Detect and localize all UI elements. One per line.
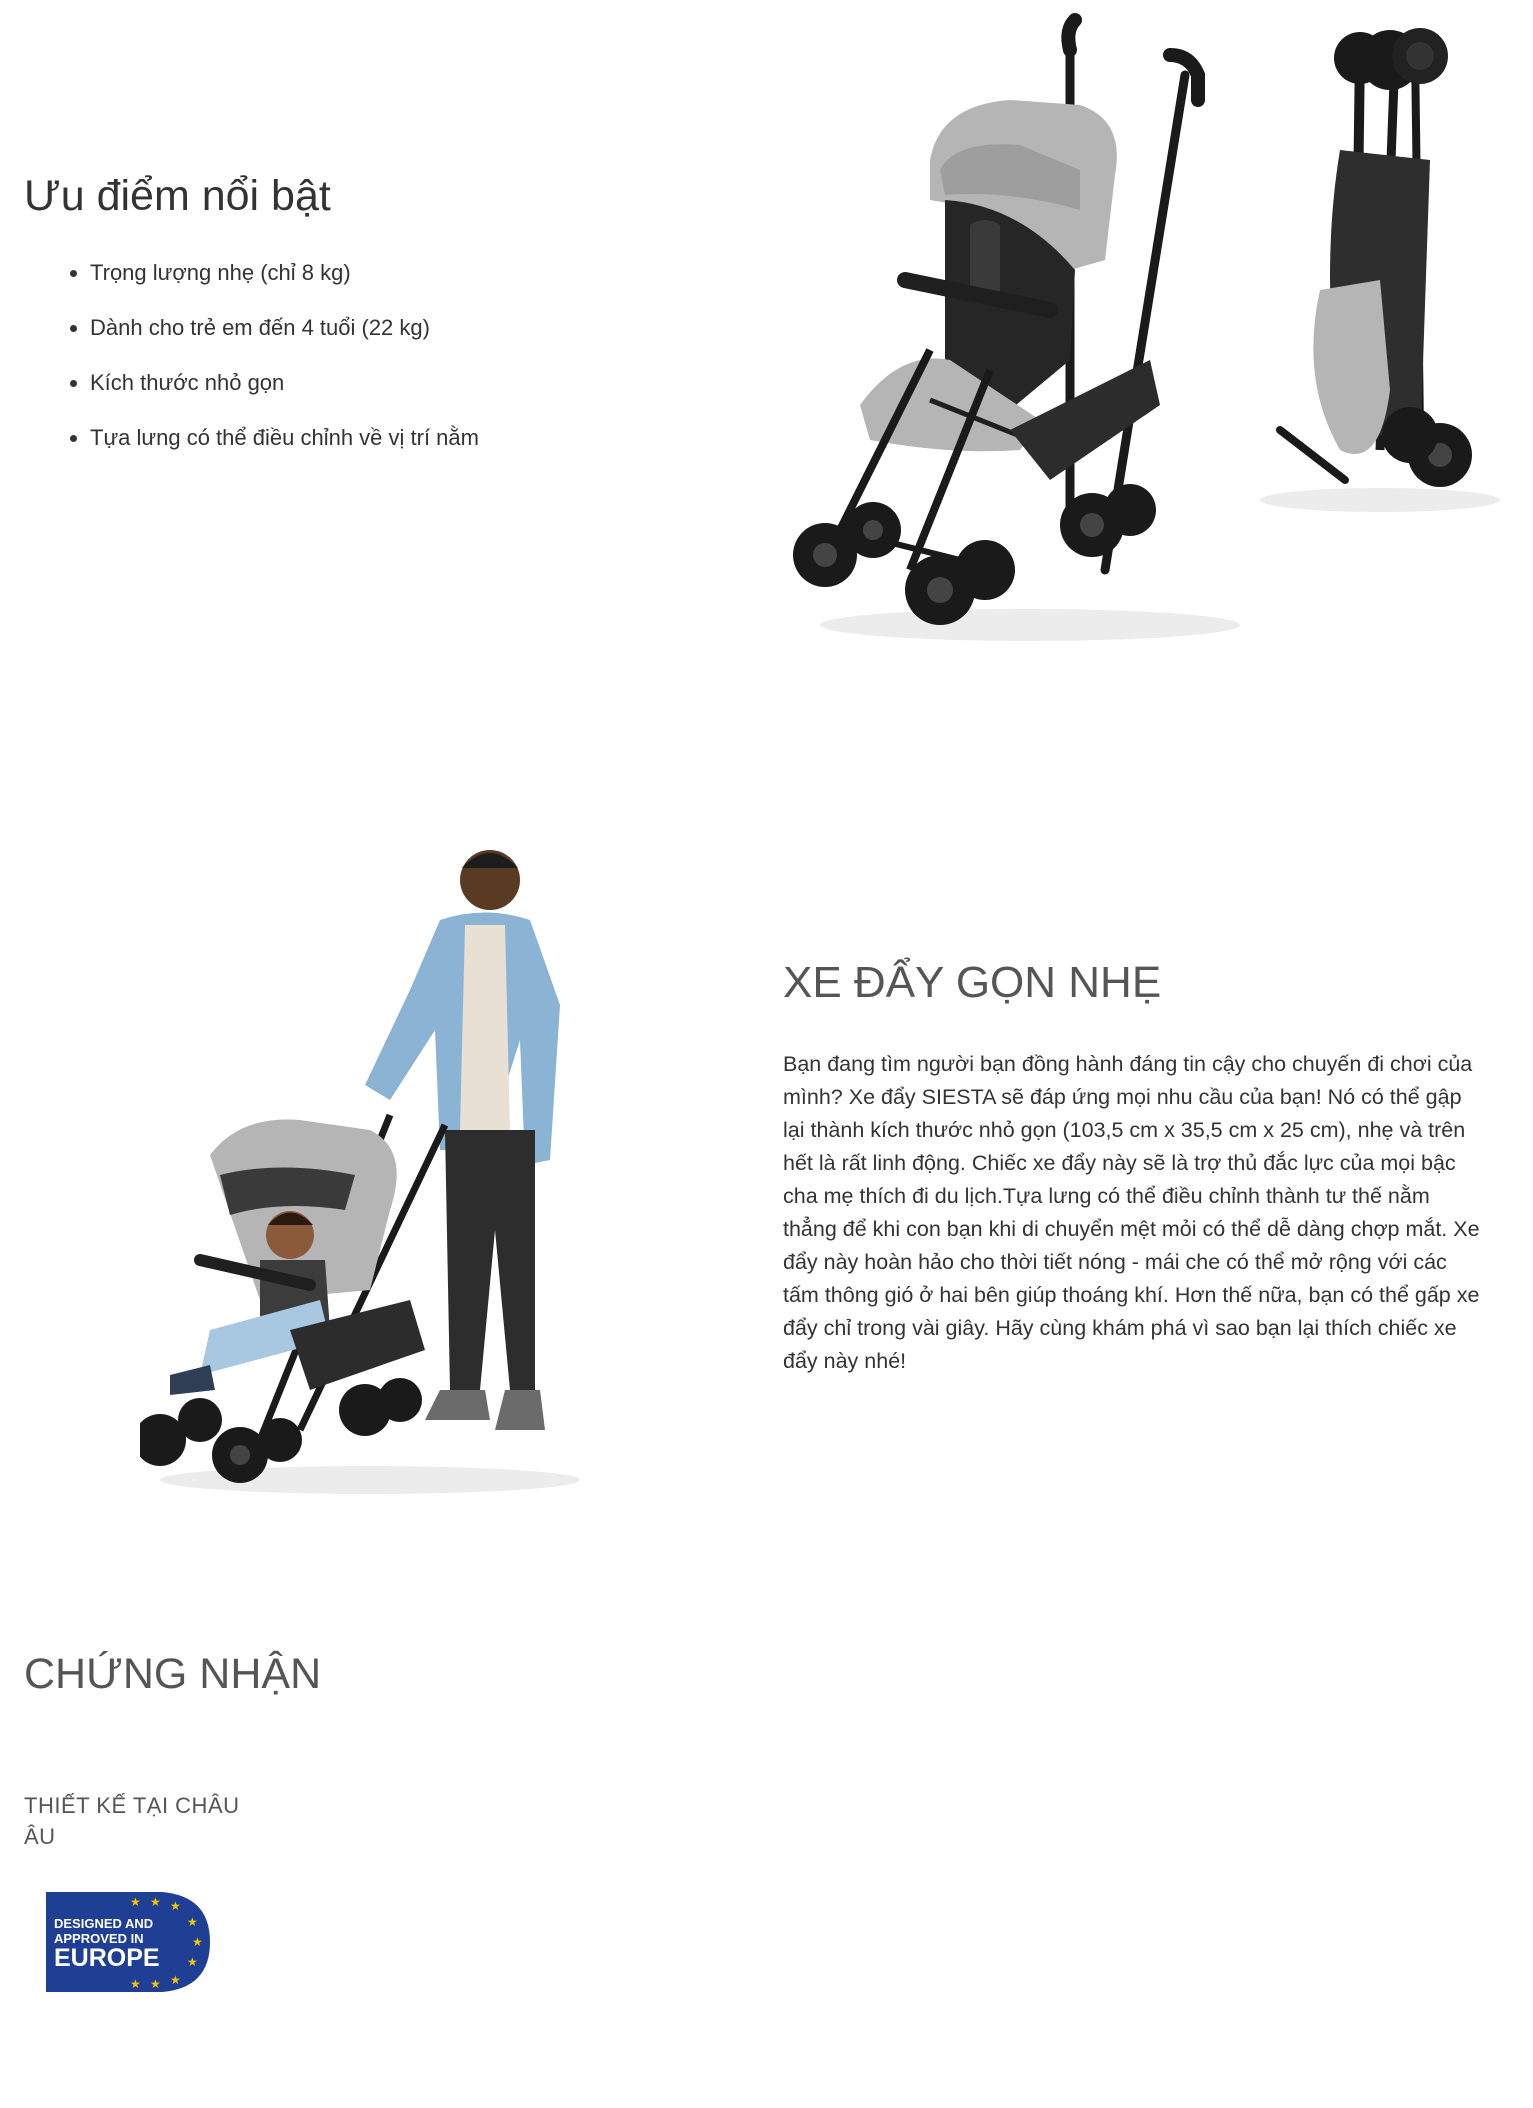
stroller-product-image	[780, 10, 1500, 660]
badge-line-1: DESIGNED AND	[54, 1916, 154, 1931]
highlights-title: Ưu điểm nổi bật	[24, 172, 331, 220]
svg-text:★: ★	[187, 1915, 198, 1929]
svg-text:★: ★	[130, 1977, 141, 1991]
svg-text:★: ★	[150, 1977, 161, 1991]
svg-text:★: ★	[150, 1895, 161, 1909]
open-stroller	[793, 20, 1198, 625]
highlights-list	[24, 258, 479, 478]
certification-label: THIẾT KẾ TẠI CHÂU ÂU	[24, 1793, 240, 1849]
father-with-stroller-image	[140, 830, 600, 1510]
highlight-item-weight: • Trọng lượng nhẹ (chỉ 8 kg)	[90, 258, 479, 288]
lightweight-title: XE ĐẨY GỌN NHẸ	[783, 958, 1162, 1007]
svg-text:★: ★	[187, 1955, 198, 1969]
lifestyle-stroller	[140, 1115, 445, 1483]
svg-text:★: ★	[192, 1935, 203, 1949]
svg-text:★: ★	[170, 1973, 181, 1987]
svg-text:★: ★	[130, 1895, 141, 1909]
highlight-item-backrest: • Tựa lưng có thể điều chỉnh về vị trí nằm	[90, 423, 479, 453]
folded-stroller	[1280, 28, 1472, 487]
certification-title: CHỨNG NHẬN	[24, 1650, 322, 1698]
badge-line-2: APPROVED IN	[54, 1931, 144, 1946]
svg-text:★: ★	[170, 1899, 181, 1913]
badge-line-3: EUROPE	[54, 1944, 160, 1972]
highlight-item-size: • Kích thước nhỏ gọn	[90, 368, 479, 398]
highlight-item-age: • Dành cho trẻ em đến 4 tuổi (22 kg)	[90, 313, 479, 343]
lightweight-description: Bạn đang tìm người bạn đồng hành đáng tin cậy cho chuyến đi chơi của mình? Xe đẩy SIESTA sẽ đáp ứng mọi nhu cầu của bạn! Nó có thể gập lại thành kích thước nhỏ gọn (103,5 cm x 35,5 cm x 25 cm), nhẹ và trên hết là rất linh động. Chiếc xe đẩy này sẽ là trợ thủ đắc lực của mọi bậc cha mẹ thích đi du lịch.Tựa lưng có thể điều chỉnh thành tư thế nằm thẳng để khi con bạn khi di chuyển mệt mỏi có thể dễ dàng chợp mắt. Xe đẩy này hoàn hảo cho thời tiết nóng - mái che có thể mở rộng với các tấm thông gió ở hai bên giúp thoáng khí. Hơn thế nữa, bạn có thể gấp xe đẩy chỉ trong vài giây. Hãy cùng khám phá vì sao bạn lại thích chiếc xe đẩy này nhé!	[783, 1052, 1480, 1373]
designed-in-europe-badge	[42, 1888, 212, 1996]
